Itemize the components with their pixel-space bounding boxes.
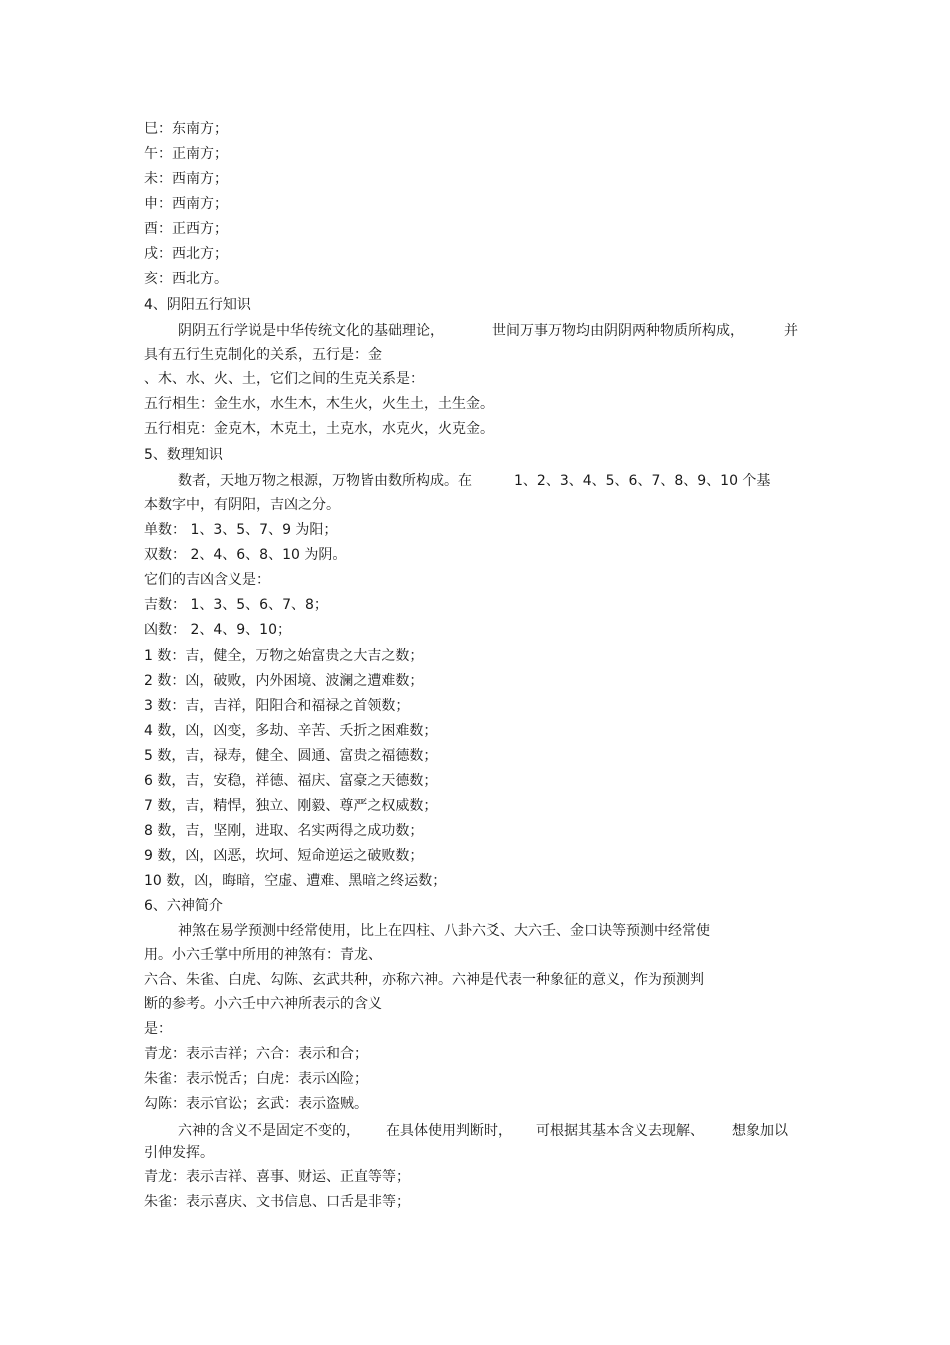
section6-note-line1 (178, 1122, 788, 1140)
unlucky-numbers: 凶数： 2、4、9、10； (144, 622, 291, 638)
section6-para-line2: 用。小六壬掌中所用的神煞有：青龙、 (144, 947, 382, 963)
liushen-detail-2: 朱雀：表示喜庆、文书信息、口舌是非等； (144, 1194, 410, 1210)
section6-note-c: 可根据其基本含义去现解、 (536, 1123, 704, 1139)
number-meaning-1: 1 数：吉，健全，万物之始富贵之大吉之数； (144, 648, 424, 664)
direction-shen: 申：西南方； (144, 196, 228, 212)
number-meaning-6: 6 数，吉，安稳，祥德、福庆、富豪之天德数； (144, 773, 438, 789)
number-meaning-5: 5 数，吉，禄寿，健全、圆通、富贵之福德数； (144, 748, 438, 764)
meaning-intro: 它们的吉凶含义是： (144, 572, 270, 588)
section6-heading: 6、六神简介 (144, 898, 223, 914)
number-meaning-3: 3 数：吉，吉祥，阳阳合和福禄之首领数； (144, 698, 410, 714)
odd-numbers: 单数： 1、3、5、7、9 为阳； (144, 522, 338, 538)
section6-note-a: 六神的含义不是固定不变的， (178, 1123, 360, 1139)
direction-hai: 亥：西北方。 (144, 271, 228, 287)
direction-wei: 未：西南方； (144, 171, 228, 187)
section6-note-d: 想象加以 (732, 1123, 788, 1139)
section6-para-line1: 神煞在易学预测中经常使用，比上在四柱、八卦六爻、大六壬、金口诀等预测中经常使 (178, 923, 710, 939)
section4-heading: 4、阴阳五行知识 (144, 297, 251, 313)
number-meaning-2: 2 数：凶，破败，内外困境、波澜之遭难数； (144, 673, 424, 689)
liushen-meaning-2: 朱雀：表示悦舌；白虎：表示凶险； (144, 1071, 368, 1087)
section5-para-line2: 本数字中，有阴阳，吉凶之分。 (144, 497, 340, 513)
section5-para-a: 数者，天地万物之根源，万物皆由数所构成。在 (178, 473, 472, 489)
wuxing-sheng: 五行相生：金生水，水生木，木生火，火生土，土生金。 (144, 396, 494, 412)
section4-para-c: 并 (784, 323, 798, 339)
liushen-detail-1: 青龙：表示吉祥、喜事、财运、正直等等； (144, 1169, 410, 1185)
wuxing-ke: 五行相克：金克木，木克土，土克水，水克火，火克金。 (144, 421, 494, 437)
direction-wu: 午：正南方； (144, 146, 228, 162)
section4-para-line2: 具有五行生克制化的关系，五行是：金 (144, 347, 382, 363)
section5-para-b: 1、2、3、4、5、6、7、8、9、10 个基 (514, 473, 771, 489)
liushen-meaning-3: 勾陈：表示官讼；玄武：表示盗贼。 (144, 1096, 368, 1112)
section6-para-line3: 六合、朱雀、白虎、勾陈、玄武共种，亦称六神。六神是代表一种象征的意义，作为预测判 (144, 972, 704, 988)
section6-note-b: 在具体使用判断时， (386, 1123, 512, 1139)
number-meaning-8: 8 数，吉，坚刚，进取、名实两得之成功数； (144, 823, 424, 839)
number-meaning-10: 10 数，凶，晦暗，空虚、遭难、黑暗之终运数； (144, 873, 447, 889)
section5-para-line1 (178, 472, 770, 490)
section5-heading: 5、数理知识 (144, 447, 223, 463)
section6-note-line2: 引伸发挥。 (144, 1145, 214, 1161)
even-numbers: 双数： 2、4、6、8、10 为阴。 (144, 547, 347, 563)
section4-para-a: 阴阴五行学说是中华传统文化的基础理论， (178, 323, 444, 339)
direction-xu: 戌：西北方； (144, 246, 228, 262)
number-meaning-7: 7 数，吉，精悍，独立、刚毅、尊严之权威数； (144, 798, 438, 814)
lucky-numbers: 吉数： 1、3、5、6、7、8； (144, 597, 328, 613)
section4-para-b: 世间万事万物均由阴阴两种物质所构成， (492, 323, 744, 339)
number-meaning-4: 4 数，凶，凶变，多劫、辛苦、夭折之困难数； (144, 723, 438, 739)
section4-para-line1 (178, 322, 798, 340)
section6-para-line4: 断的参考。小六壬中六神所表示的含义 (144, 996, 382, 1012)
section6-para-line5: 是： (144, 1021, 172, 1037)
liushen-meaning-1: 青龙：表示吉祥；六合：表示和合； (144, 1046, 368, 1062)
number-meaning-9: 9 数，凶，凶恶，坎坷、短命逆运之破败数； (144, 848, 424, 864)
section4-para-line3: 、木、水、火、土，它们之间的生克关系是： (144, 371, 424, 387)
direction-si: 巳：东南方； (144, 121, 228, 137)
direction-you: 酉：正西方； (144, 221, 228, 237)
